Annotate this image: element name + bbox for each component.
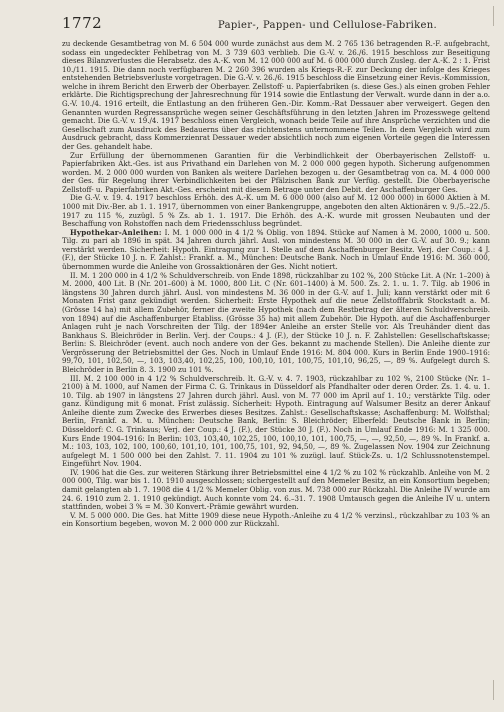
paragraph: Zur Erfüllung der übernommenen Garantien für die Verbindlichkeit der Oberbayerischen Zellstoff- u. Papierfabriken Akt.-Ges. ist aus Privathand ein Darlehen von M. 2 000 000 gegen hypoth. Sicherung aufgenommen worden. M. 2 000 000 wurden von Banken als weitere Darlehen bezogen u. der Gesamtbetrag von ca. M. 4 000 000 der Ges. für Regelung ihrer Verbindlichkeiten bei der Pfälzischen Bank zur Verfüg. gestellt. Die Oberbayerische Zellstoff- u. Papierfabriken Akt.-Ges. erscheint mit diesem Betrage unter den Debit. der Aschaffenburger Ges.	[62, 150, 490, 194]
paragraph: zu deckende Gesamtbetrag von M. 6 504 000 wurde zunächst aus dem M. 2 765 136 betragenden R.-F. aufgebracht, sodass ein ungedeckter Fehlbetrag von M. 3 739 603 verblieb. Die G.-V. v. 26./6. 1915 beschloss zur Beseitigung dieses Bilanzverlustes die Herabsetz. des A.-K. von M. 12 000 000 auf M. 6 000 000 durch Zusleg. der A.-K. 2 : 1. Frist 10./11. 1915. Die dann noch verfügbaren M. 2 260 396 wurden als Kriegs-R.-F. zur Deckung der infolge des Krieges entstehenden Betriebsverluste vorgetragen. Die G.-V. v. 26./6. 1915 beschloss die Einsetzung einer Revis.-Kommission, welche in ihrem Bericht den Erwerb der Oberbayer. Zellstoff- u. Papierfabriken (s. diese Ges.) als einen groben Fehler erklärte. Die Richtigsprechung der Jahresrechnung für 1914 sowie die Entlastung der Verwalt. wurde dann in der a.o. G.-V. 10./4. 1916 erteilt, die Entlastung an den früheren Gen.-Dir. Komm.-Rat Dessauer aber verweigert. Gegen den Genannten wurden Regressansprüche wegen seiner Geschäftsführung in den letzten Jahren im Prozesswege geltend gemacht. Die G.-V. v. 19./4. 1917 beschloss einen Vergleich, wonach beide Teile auf ihre Ansprüche verzichten und die Gesellschaft zum Ausdruck des Bedauerns über das richtenstens unternommene Teilen. In dem Vergleich wird zum Ausdruck gebracht, dass Kommerzienrat Dessauer weder absichtlich noch zum eigenen Vorteile gegen die Interessen der Ges. gehandelt habe.	[62, 39, 490, 151]
paragraph: IV. 1906 hat die Ges. zur weiteren Stärkung ihrer Betriebsmittel eine 4 1/2 % zu 102 % rückzahlb. Anleihe von M. 2 000 000, Tilg. war bis 1. 10. 1910 ausgeschlossen; sichergestellt auf den Memeler Besitz, an ein Konsortium begeben; damit gelangten ab 1. 7. 1908 die 4 1/2 % Memeler Oblig. von zus. M. 738 000 zur Rückzahl. Die Anleihe IV wurde am 24. 6. 1910 zum 2. 1. 1910 gekündigt. Auch konnte vom 24. 6.–31. 7. 1908 Umtausch gegen die Anleihe IV u. untern stattfinden, wobei 3 % = M. 30 Konvert.-Prämie gewährt wurden.	[62, 467, 490, 512]
paragraph: III. M. 2 100 000 in 4 1/2 % Schuldverschreib. lt. G.-V. v. 4. 7. 1903, rückzahlbar zu 102 %, 2100 Stücke (Nr. 1–2100) à M. 1000, auf Namen der Firma C. G. Trinkaus in Düsseldorf als Pfandhalter oder deren Order. Zs. 1. 4. u. 1. 10. Tilg. ab 1907 in längstens 27 Jahren durch jährl. Ausl. von M. 77 000 im April auf 1. 10.; verstärkte Tilg. oder ganz. Kündigung mit 6 monat. Frist zulässig. Sicherheit: Hypoth. Eintragung auf Walsumer Besitz an derer Ankauf Anleihe diente zum Zwecke des Erwerbes dieses Besitzes. Zahlst.: Gesellschaftskasse; Aschaffenburg: M. Wolfsthal; Berlin, Frankf. a. M. u. München: Deutsche Bank, Berlin: S. Bleichröder; Elberfeld: Deutsche Bank in Berlin; Düsseldorf: C. G. Trinkaus; Verj. der Coup.: 4 J. (F.), der Stücke 30 J. (F.). Noch in Umlauf Ende 1916: M. 1 325 000. Kurs Ende 1904–1916: In Berlin: 103, 103,40, 102,25, 100, 100,10, 101, 100,75, —, —, 92,50, —, 89 %. In Frankf. a. M.: 103, 103, 102, 100, 100,60, 101,10, 101, 100,75, 101, 92, 94,50, —, 89 %. Zugelassen Nov. 1904 zur Zeichnung aufgelegt M. 1 500 000 bei den Zahlst. 7. 11. 1904 zu 101 % zuzügl. lauf. Stück-Zs. u. 1/2 Schlussnotenstempel. Eingeführt Nov. 1904.	[62, 373, 490, 469]
paragraph: II. M. 1 200 000 in 4 1/2 % Schuldverschreib. von Ende 1898, rückzahlbar zu 102 %, 200 Stücke Lit. A (Nr. 1–200) à M. 2000, 400 Lit. B (Nr. 201–600) à M. 1000, 800 Lit. C (Nr. 601–1400) à M. 500. Zs. 2. 1. u. 1. 7. Tilg. ab 1906 in längstens 30 Jahren durch jährl. Ausl. von mindestens M. 36 000 in der G.-V. auf 1. Juli; kann verstärkt oder mit 6 Monaten Frist ganz gekündigt werden. Sicherheit: Erste Hypothek auf die neue Zellstofffabrik Stockstadt a. M. (Grösse 14 ha) mit allem Zubehör, ferner die zweite Hypothek (nach dem Restbetrag der älteren Schuldverschreib. von 1894) auf die Aschaffenburger Etabliss. (Grösse 35 ha) mit allem Zubehör. Die Hypoth. auf die Aschaffenburger Anlagen ruht je nach Vorschreiten der Tilg. der 1894er Anleihe an erster Stelle vor. Als Treuhänder dient das Bankhaus S. Bleichröder in Berlin. Verj. der Coups.: 4 J. (F.), der Stücke 10 J. n. F. Zahlstellen: Gesellschaftskasse; Berlin: S. Bleichröder (event. auch noch andere von der Ges. bekannt zu machende Stellen). Die Anleihe diente zur Vergrösserung der Betriebsmittel der Ges. Noch in Umlauf Ende 1916: M. 804 000. Kurs in Berlin Ende 1900–1916: 99,70, 101, 102,50, —, 103, 103,40, 102,25, 100, 100,10, 101, 100,75, 101,10, 96,25, —, 89 %. Aufgelegt durch S. Bleichröder in Berlin 8. 3. 1900 zu 101 %.	[62, 270, 490, 374]
body-text	[62, 40, 490, 529]
margin-crease	[493, 6, 502, 26]
paragraph: Die G.-V. v. 19. 4. 1917 beschloss Erhöh. des A.-K. um M. 6 000 000 (also auf M. 12 000 000) in 6000 Aktien à M. 1000 mit Div.-Ber. ab 1. 1. 1917, übernommen von einer Bankengruppe, angeboten den alten Aktionären v. 9./5.–22./5. 1917 zu 115 %, zuzügl. 5 % Zs. ab 1. 1. 1917. Die Erhöh. des A.-K. wurde mit grossen Neubauten und der Beschaffung von Rohstoffen nach dem Friedensschluss begründet.	[62, 193, 490, 229]
paragraph: V. M. 5 000 000. Die Ges. hat Mitte 1909 diese neue Hypoth.-Anleihe zu 4 1/2 % verzinsl., rückzahlbar zu 103 % an ein Konsortium begeben, wovon M. 2 000 000 zur Rückzahl.	[62, 510, 490, 529]
margin-crease	[493, 680, 502, 700]
page-number: 1772	[62, 14, 103, 32]
paragraph: Hypothekar-Anleihen: I. M. 1 000 000 in 4 1/2 % Oblig. von 1894. Stücke auf Namen à M. 2000, 1000 u. 500. Tilg. zu pari ab 1896 in spät. 34 Jahren durch jährl. Ausl. von mindestens M. 30 000 in der G.-V. auf 30. 9.; kann verstärkt werden. Sicherheit: Hypoth. Eintragung zur 1. Stelle auf dem Aschaffenburger Besitz. Verj. der Coup.: 4 J. (F.), der Stücke 10 J. n. F. Zahlst.: Frankf. a. M., München: Deutsche Bank. Noch in Umlauf Ende 1916: M. 360 000, übernommen wurde die Anleihe von Grossaktionären der Ges. Nicht notiert.	[62, 227, 490, 272]
section-heading: Hypothekar-Anleihen:	[70, 227, 162, 237]
page-header	[62, 14, 490, 36]
running-title: Papier-, Pappen- und Cellulose-Fabriken.	[218, 20, 437, 31]
